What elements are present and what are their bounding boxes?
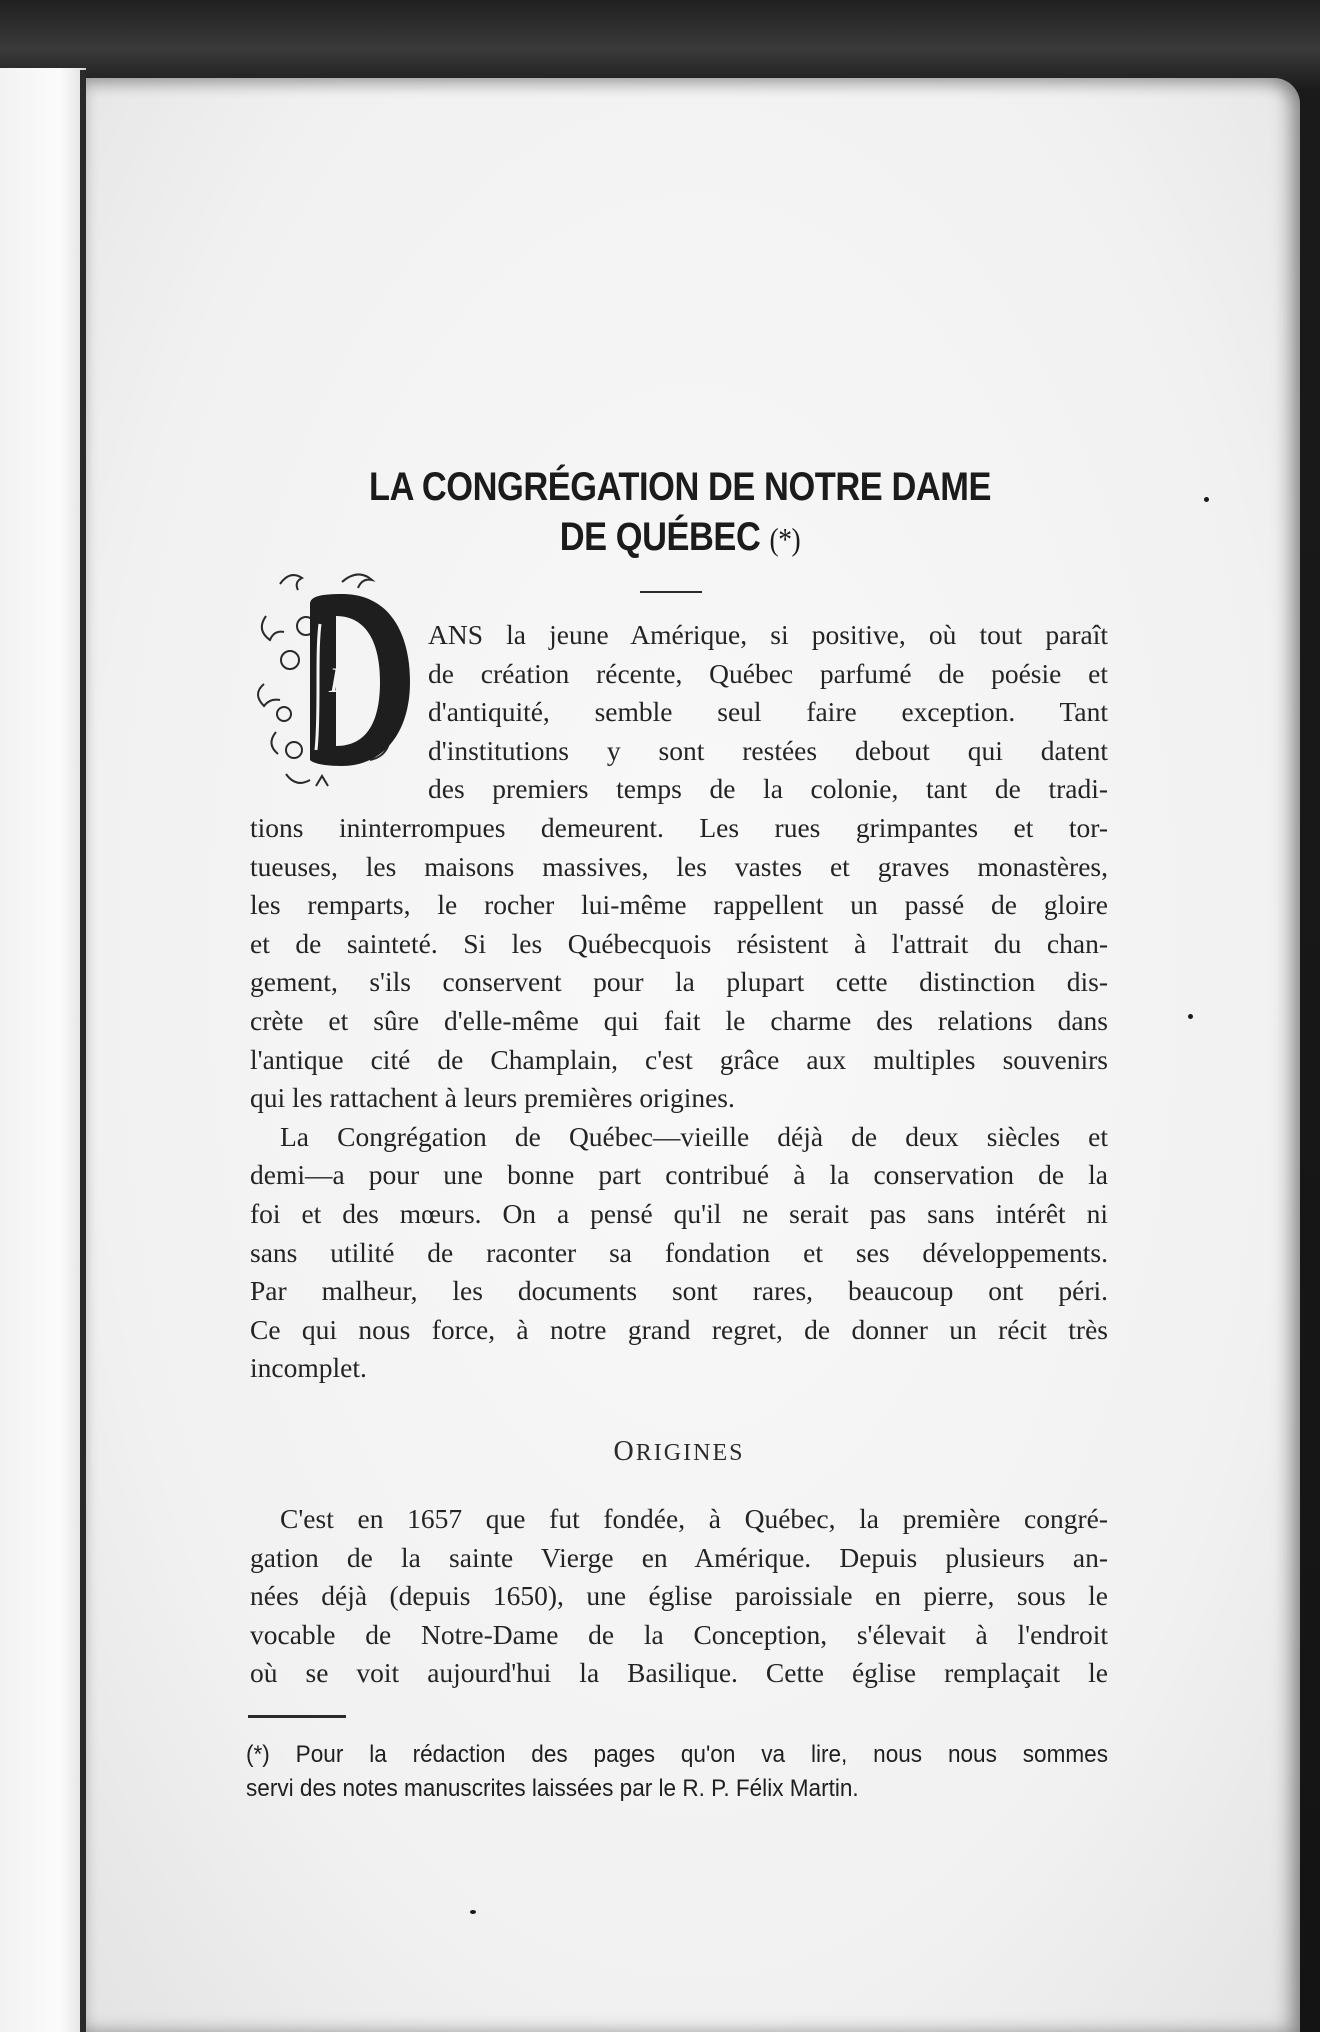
title-line-2: [353, 512, 1007, 564]
speck: [1204, 497, 1209, 502]
page-title: [353, 462, 1007, 564]
footnote-line: (*) Pour la rédaction des pages qu'on va lire, nous nous sommes: [246, 1741, 1108, 1768]
text-line: d'institutions y sont restées debout qui datent: [428, 734, 1108, 766]
section-heading-rest: RIGINES: [635, 1440, 745, 1466]
title-line-2-text: DE QUÉBEC: [559, 515, 761, 559]
text-line: vocable de Notre-Dame de la Conception, s'élevait à l'endroit: [250, 1618, 1108, 1650]
text-line: Ce qui nous force, à notre grand regret, de donner un récit très: [250, 1313, 1108, 1345]
text-line: gation de la sainte Vierge en Amérique. Depuis plusieurs an-: [250, 1541, 1108, 1573]
text-line: qui les rattachent à leurs premières origines.: [250, 1082, 735, 1114]
text-line: demi—a pour une bonne part contribué à la conservation de la: [250, 1159, 1108, 1191]
text-line: et de sainteté. Si les Québecquois résistent à l'attrait du chan-: [250, 927, 1108, 959]
title-line-1: LA CONGRÉGATION DE NOTRE DAME: [368, 465, 992, 509]
origins-paragraph: [250, 1500, 1108, 1693]
text-line: des premiers temps de la colonie, tant de tradi-: [428, 773, 1108, 805]
text-line: tueuses, les maisons massives, les vastes et graves monastères,: [250, 850, 1108, 882]
text-line: nées déjà (depuis 1650), une église paroissiale en pierre, sous le: [250, 1580, 1108, 1612]
left-page-edge: [0, 68, 86, 2032]
text-line: foi et des mœurs. On a pensé qu'il ne serait pas sans intérêt ni: [250, 1197, 1108, 1229]
text-line: C'est en 1657 que fut fondée, à Québec, la première congré-: [280, 1503, 1108, 1534]
footnote: [246, 1738, 1108, 1806]
text-line: ANS la jeune Amérique, si positive, où tout paraît: [428, 619, 1108, 650]
text-line: crète et sûre d'elle-même qui fait le charme des relations dans: [250, 1004, 1108, 1036]
text-line: d'antiquité, semble seul faire exception. Tant: [428, 696, 1108, 728]
section-heading: [250, 1436, 1108, 1468]
text-line: tions ininterrompues demeurent. Les rues grimpantes et tor-: [250, 811, 1108, 843]
footnote-marker: (*): [769, 521, 801, 557]
text-line: incomplet.: [250, 1352, 367, 1384]
footnote-rule: [248, 1715, 346, 1718]
title-rule: [640, 591, 702, 593]
intro-paragraph: [250, 616, 1108, 1388]
text-line: La Congrégation de Québec—vieille déjà de deux siècles et: [280, 1120, 1108, 1152]
speck: [1188, 1014, 1193, 1019]
text-line: sans utilité de raconter sa fondation et ses développements.: [250, 1236, 1108, 1268]
text-line: Par malheur, les documents sont rares, beaucoup ont péri.: [250, 1275, 1108, 1307]
text-line: gement, s'ils conservent pour la plupart cette distinction dis-: [250, 966, 1108, 998]
footnote-line: servi des notes manuscrites laissées par le R. P. Félix Martin.: [246, 1775, 859, 1802]
speck: [470, 1910, 476, 1914]
text-line: les remparts, le rocher lui-même rappellent un passé de gloire: [250, 889, 1108, 921]
text-line: de création récente, Québec parfumé de poésie et: [428, 657, 1108, 689]
text-line: l'antique cité de Champlain, c'est grâce aux multiples souvenirs: [250, 1043, 1108, 1075]
drop-cap-letter: D: [329, 660, 355, 700]
text-line: où se voit aujourd'hui la Basilique. Cette église remplaçait le: [250, 1657, 1108, 1689]
section-heading-initial: O: [613, 1436, 636, 1467]
